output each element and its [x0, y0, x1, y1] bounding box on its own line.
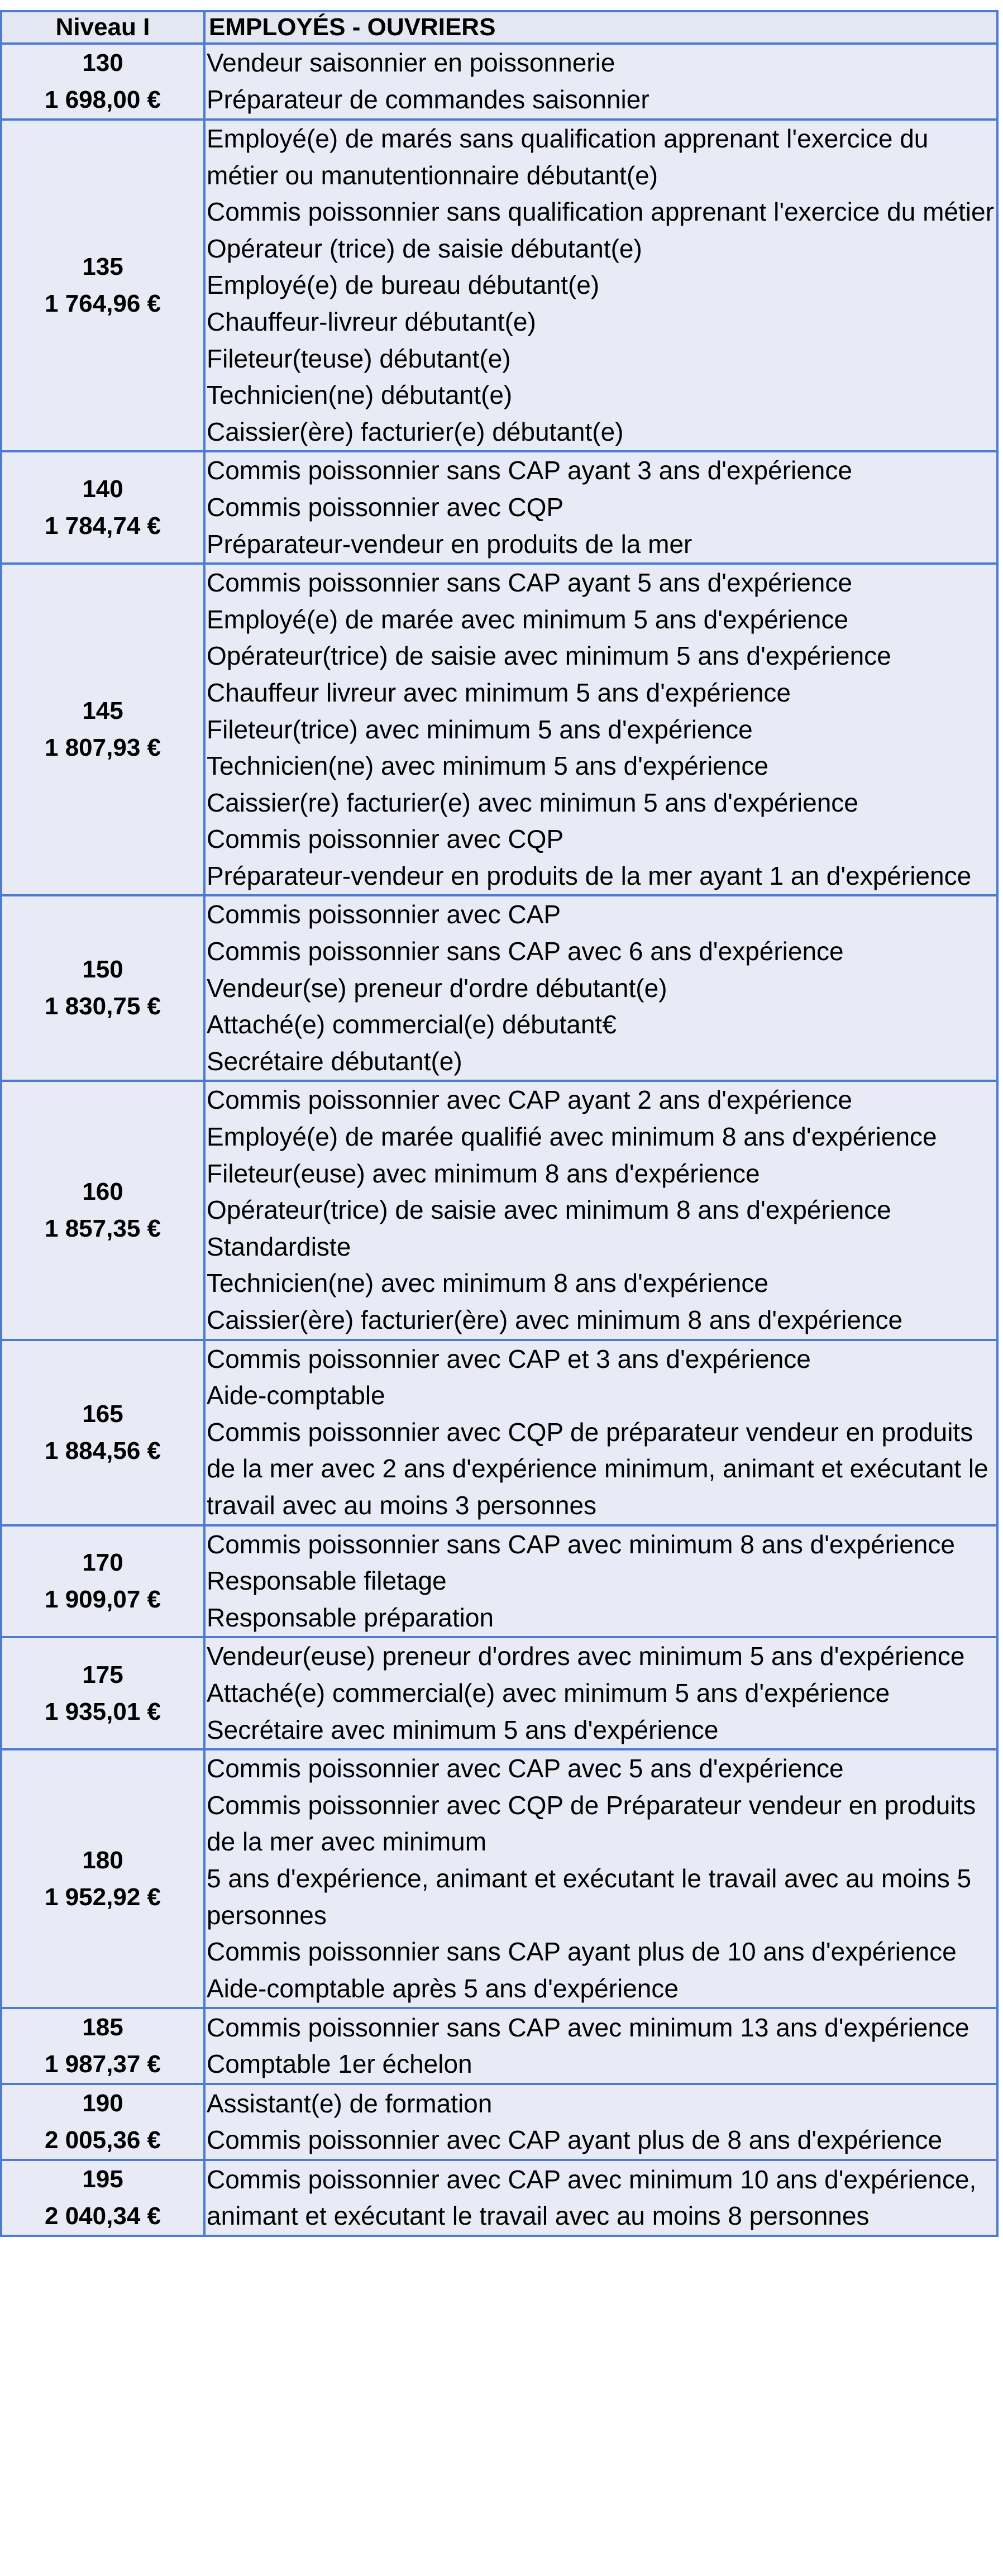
- poste-item: Commis poissonnier avec CAP ayant 2 ans d'expérience: [207, 1085, 852, 1115]
- poste-item: Commis poissonnier sans CAP ayant 3 ans d'expérience: [207, 456, 852, 485]
- poste-item: Employé(e) de marée avec minimum 5 ans d'expérience: [207, 604, 849, 634]
- table-row: [1, 2160, 997, 2236]
- table-row: [1, 1637, 997, 1749]
- poste-item: Secrétaire avec minimum 5 ans d'expérience: [207, 1715, 719, 1744]
- poste-item: Assistant(e) de formation: [207, 2088, 493, 2118]
- niveau-code: 180: [82, 1846, 123, 1874]
- poste-item: Commis poissonnier avec CQP de Préparateur vendeur en produits de la mer avec minimum: [207, 1790, 976, 1857]
- poste-item: Vendeur saisonnier en poissonnerie: [207, 48, 615, 78]
- postes-cell: [204, 2084, 997, 2160]
- niveau-code: 130: [82, 49, 123, 77]
- poste-item: Caissier(re) facturier(e) avec minimun 5 ans d'expérience: [207, 788, 858, 817]
- poste-item: Chauffeur livreur avec minimum 5 ans d'expérience: [207, 678, 791, 707]
- postes-cell: [204, 895, 997, 1081]
- poste-item: Préparateur-vendeur en produits de la mer: [207, 529, 692, 559]
- salaire-amount: 2 005,36 €: [45, 2126, 161, 2154]
- niveau-code: 165: [82, 1400, 123, 1428]
- niveau-cell: [1, 1525, 204, 1638]
- poste-item: Vendeur(euse) preneur d'ordres avec minimum 5 ans d'expérience: [207, 1642, 965, 1671]
- salaire-amount: 1 987,37 €: [45, 2050, 161, 2078]
- postes-cell: [204, 451, 997, 564]
- poste-item: Employé(e) de bureau débutant(e): [207, 270, 600, 300]
- poste-item: Aide-comptable après 5 ans d'expérience: [207, 1973, 679, 2003]
- postes-cell: [204, 2008, 997, 2084]
- niveau-code: 185: [82, 2014, 123, 2041]
- postes-cell: [204, 1637, 997, 1749]
- poste-item: Chauffeur-livreur débutant(e): [207, 307, 536, 336]
- niveau-cell: [1, 120, 204, 451]
- poste-item: Responsable préparation: [207, 1602, 494, 1632]
- niveau-cell: [1, 1081, 204, 1339]
- table-row: [1, 451, 997, 564]
- poste-item: Attaché(e) commercial(e) débutant€: [207, 1010, 617, 1039]
- niveau-cell: [1, 1340, 204, 1525]
- niveau-code: 170: [82, 1548, 123, 1576]
- niveau-code: 140: [82, 475, 123, 503]
- poste-item: Commis poissonnier avec CAP et 3 ans d'expérience: [207, 1344, 811, 1373]
- salaire-amount: 1 935,01 €: [45, 1697, 161, 1725]
- poste-item: Commis poissonnier avec CAP avec minimum 10 ans d'expérience, animant et exécutant le travail avec au moins 8 personnes: [207, 2164, 977, 2231]
- poste-item: Opérateur(trice) de saisie avec minimum 8 ans d'expérience: [207, 1195, 891, 1225]
- niveau-cell: [1, 451, 204, 564]
- poste-item: Opérateur(trice) de saisie avec minimum 5 ans d'expérience: [207, 641, 891, 671]
- poste-item: Aide-comptable: [207, 1381, 385, 1410]
- salaire-amount: 1 764,96 €: [45, 290, 161, 318]
- niveau-cell: [1, 895, 204, 1081]
- postes-cell: [204, 1749, 997, 2008]
- niveau-cell: [1, 1749, 204, 2008]
- poste-item: Technicien(ne) débutant(e): [207, 380, 513, 410]
- poste-item: Responsable filetage: [207, 1566, 447, 1596]
- salaire-amount: 1 698,00 €: [45, 86, 161, 113]
- salaire-amount: 1 807,93 €: [45, 734, 161, 762]
- table-body: [1, 44, 997, 2236]
- table-row: [1, 1081, 997, 1339]
- table-row: [1, 1749, 997, 2008]
- poste-item: Fileteur(teuse) débutant(e): [207, 344, 511, 373]
- poste-item: Technicien(ne) avec minimum 8 ans d'expérience: [207, 1268, 768, 1298]
- poste-item: Commis poissonnier avec CQP de préparateur vendeur en produits de la mer avec 2 ans d'expérience minimum, animant et exécutant le travail avec au moins 3 personnes: [207, 1417, 988, 1520]
- postes-cell: [204, 1525, 997, 1638]
- niveau-cell: [1, 44, 204, 120]
- table-row: [1, 2008, 997, 2084]
- salaire-amount: 1 830,75 €: [45, 993, 161, 1020]
- salaire-amount: 1 784,74 €: [45, 512, 161, 540]
- postes-cell: [204, 120, 997, 451]
- postes-cell: [204, 2160, 997, 2236]
- poste-item: Vendeur(se) preneur d'ordre débutant(e): [207, 973, 667, 1003]
- table-row: [1, 895, 997, 1081]
- poste-item: Préparateur-vendeur en produits de la mer ayant 1 an d'expérience: [207, 861, 972, 890]
- poste-item: Commis poissonnier avec CAP: [207, 900, 561, 929]
- poste-item: Fileteur(euse) avec minimum 8 ans d'expérience: [207, 1158, 760, 1188]
- postes-cell: [204, 1081, 997, 1339]
- salaire-amount: 1 884,56 €: [45, 1437, 161, 1464]
- poste-item: Préparateur de commandes saisonnier: [207, 85, 649, 114]
- poste-item: Commis poissonnier avec CQP: [207, 492, 564, 522]
- header-niveau: Niveau I: [1, 11, 204, 44]
- poste-item: Technicien(ne) avec minimum 5 ans d'expérience: [207, 751, 768, 781]
- niveau-cell: [1, 2008, 204, 2084]
- table-row: [1, 44, 997, 120]
- poste-item: Commis poissonnier avec CAP avec 5 ans d'expérience: [207, 1754, 844, 1783]
- header-employes-ouvriers: EMPLOYÉS - OUVRIERS: [204, 11, 997, 44]
- table-row: [1, 120, 997, 451]
- table-row: [1, 1340, 997, 1525]
- niveau-code: 150: [82, 956, 123, 984]
- poste-item: Commis poissonnier sans CAP ayant plus de 10 ans d'expérience: [207, 1937, 957, 1967]
- poste-item: Comptable 1er échelon: [207, 2049, 472, 2079]
- niveau-code: 160: [82, 1178, 123, 1206]
- poste-item: Employé(e) de marés sans qualification apprenant l'exercice du métier ou manutentionnaire débutant(e): [207, 124, 929, 190]
- poste-item: Commis poissonnier sans CAP avec minimum 13 ans d'expérience: [207, 2012, 969, 2042]
- niveau-code: 190: [82, 2090, 123, 2117]
- postes-cell: [204, 1340, 997, 1525]
- table-row: [1, 1525, 997, 1638]
- table-row: [1, 564, 997, 895]
- niveau-code: 175: [82, 1661, 123, 1688]
- salaire-amount: 1 909,07 €: [45, 1585, 161, 1613]
- niveau-cell: [1, 2160, 204, 2236]
- poste-item: Commis poissonnier avec CAP ayant plus de 8 ans d'expérience: [207, 2125, 943, 2155]
- salaire-amount: 1 857,35 €: [45, 1215, 161, 1243]
- niveau-code: 145: [82, 697, 123, 725]
- poste-item: Commis poissonnier sans qualification apprenant l'exercice du métier: [207, 197, 994, 227]
- poste-item: Caissier(ère) facturier(e) débutant(e): [207, 417, 624, 446]
- poste-item: Commis poissonnier sans CAP avec 6 ans d'expérience: [207, 937, 844, 966]
- poste-item: Fileteur(trice) avec minimum 5 ans d'expérience: [207, 714, 753, 744]
- poste-item: Commis poissonnier sans CAP ayant 5 ans d'expérience: [207, 568, 852, 598]
- niveau-cell: [1, 2084, 204, 2160]
- salaire-amount: 1 952,92 €: [45, 1883, 161, 1911]
- salary-grid-table: [0, 10, 999, 2237]
- table-row: [1, 2084, 997, 2160]
- niveau-code: 135: [82, 253, 123, 281]
- niveau-cell: [1, 1637, 204, 1749]
- poste-item: Commis poissonnier sans CAP avec minimum 8 ans d'expérience: [207, 1529, 955, 1559]
- poste-item: Opérateur (trice) de saisie débutant(e): [207, 233, 642, 263]
- poste-item: 5 ans d'expérience, animant et exécutant le travail avec au moins 5 personnes: [207, 1863, 972, 1930]
- table-header-row: [1, 11, 997, 44]
- poste-item: Standardiste: [207, 1232, 351, 1261]
- salaire-amount: 2 040,34 €: [45, 2202, 161, 2230]
- poste-item: Attaché(e) commercial(e) avec minimum 5 ans d'expérience: [207, 1678, 890, 1707]
- poste-item: Secrétaire débutant(e): [207, 1046, 462, 1076]
- niveau-code: 195: [82, 2165, 123, 2193]
- postes-cell: [204, 44, 997, 120]
- poste-item: Caissier(ère) facturier(ère) avec minimum 8 ans d'expérience: [207, 1305, 903, 1334]
- postes-cell: [204, 564, 997, 895]
- niveau-cell: [1, 564, 204, 895]
- poste-item: Employé(e) de marée qualifié avec minimum 8 ans d'expérience: [207, 1122, 937, 1152]
- poste-item: Commis poissonnier avec CQP: [207, 824, 564, 854]
